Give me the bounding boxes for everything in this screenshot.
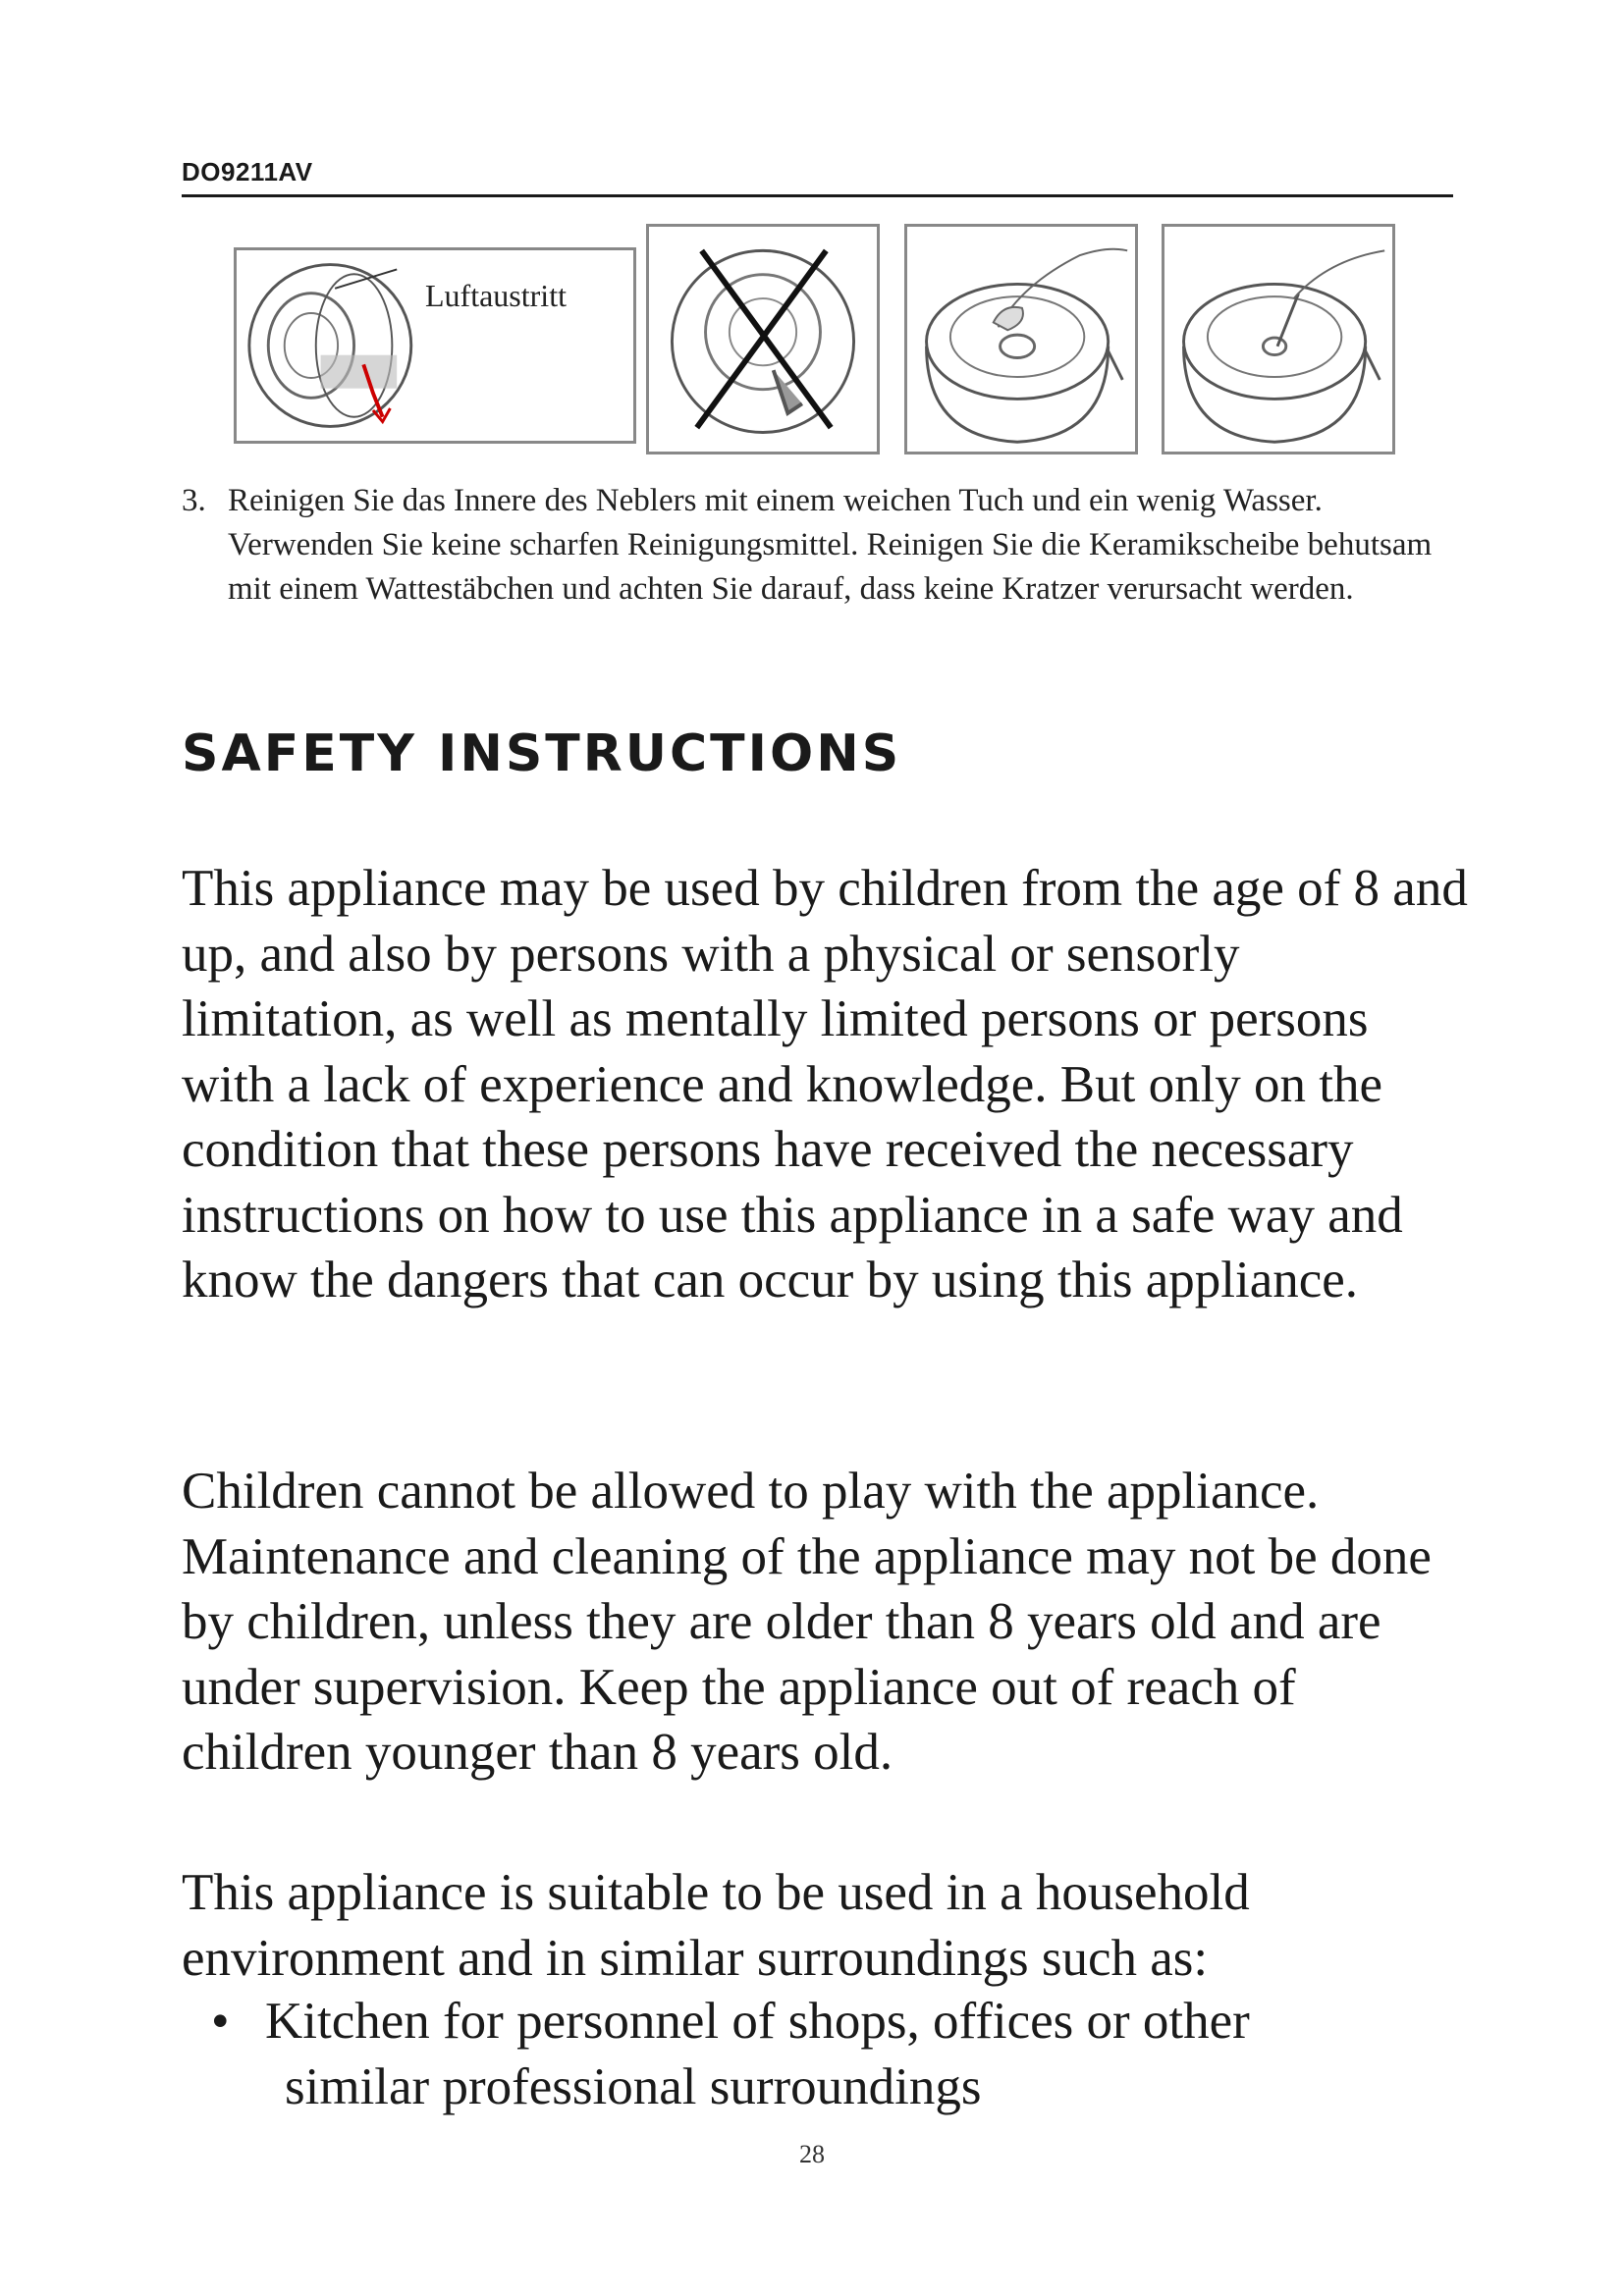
cleaning-with-cloth-diagram <box>904 224 1138 454</box>
crossed-out-illustration <box>649 227 877 452</box>
bullet-item <box>211 1989 1389 2119</box>
bullet-line-1: Kitchen for personnel of shops, offices or other <box>265 1993 1250 2050</box>
cleaning-cloth-illustration <box>907 227 1135 452</box>
bullet-line-2: similar professional surroundings <box>285 2057 982 2115</box>
step-number: 3. <box>182 483 206 518</box>
paragraph-3: This appliance is suitable to be used in a household environment and in similar surroundings such as: <box>182 1864 1250 1987</box>
air-outlet-diagram <box>234 247 636 444</box>
model-number: DO9211AV <box>182 157 313 187</box>
air-outlet-label: Luftaustritt <box>425 278 567 313</box>
header-divider <box>182 194 1453 197</box>
paragraph-2: Children cannot be allowed to play with the appliance. Maintenance and cleaning of the appliance may not be done by children, unless they are older than 8 years old and are under supervision. Keep the appliance out of reach of children younger than 8 years old. <box>182 1463 1432 1781</box>
page-number: 28 <box>799 2140 825 2168</box>
paragraph-1: This appliance may be used by children from the age of 8 and up, and also by persons with a physical or sensorly limitation, as well as mentally limited persons or persons with a lack of experience and knowledge. But only on the condition that these persons have received the necessary instructions on how to use this appliance in a safe way and know the dangers that can occur by using this appliance. <box>182 860 1468 1308</box>
bullet-text <box>265 1989 1389 2119</box>
bullet-symbol: • <box>211 1993 230 2050</box>
step-text: Reinigen Sie das Innere des Neblers mit einem weichen Tuch und ein wenig Wasser. Verwenden Sie keine scharfen Reinigungsmittel. Reinigen Sie die Keramikscheibe behutsam mit einem Wattestäbchen und achten Sie darauf, dass keine Kratzer verursacht werden. <box>228 483 1433 607</box>
cleaning-with-cotton-swab-diagram <box>1162 224 1395 454</box>
crossed-out-diagram <box>646 224 880 454</box>
section-title: SAFETY INSTRUCTIONS <box>182 724 902 783</box>
cleaning-step-3 <box>182 479 1458 612</box>
figure-strip <box>234 224 1402 459</box>
cleaning-swab-illustration <box>1164 227 1392 452</box>
